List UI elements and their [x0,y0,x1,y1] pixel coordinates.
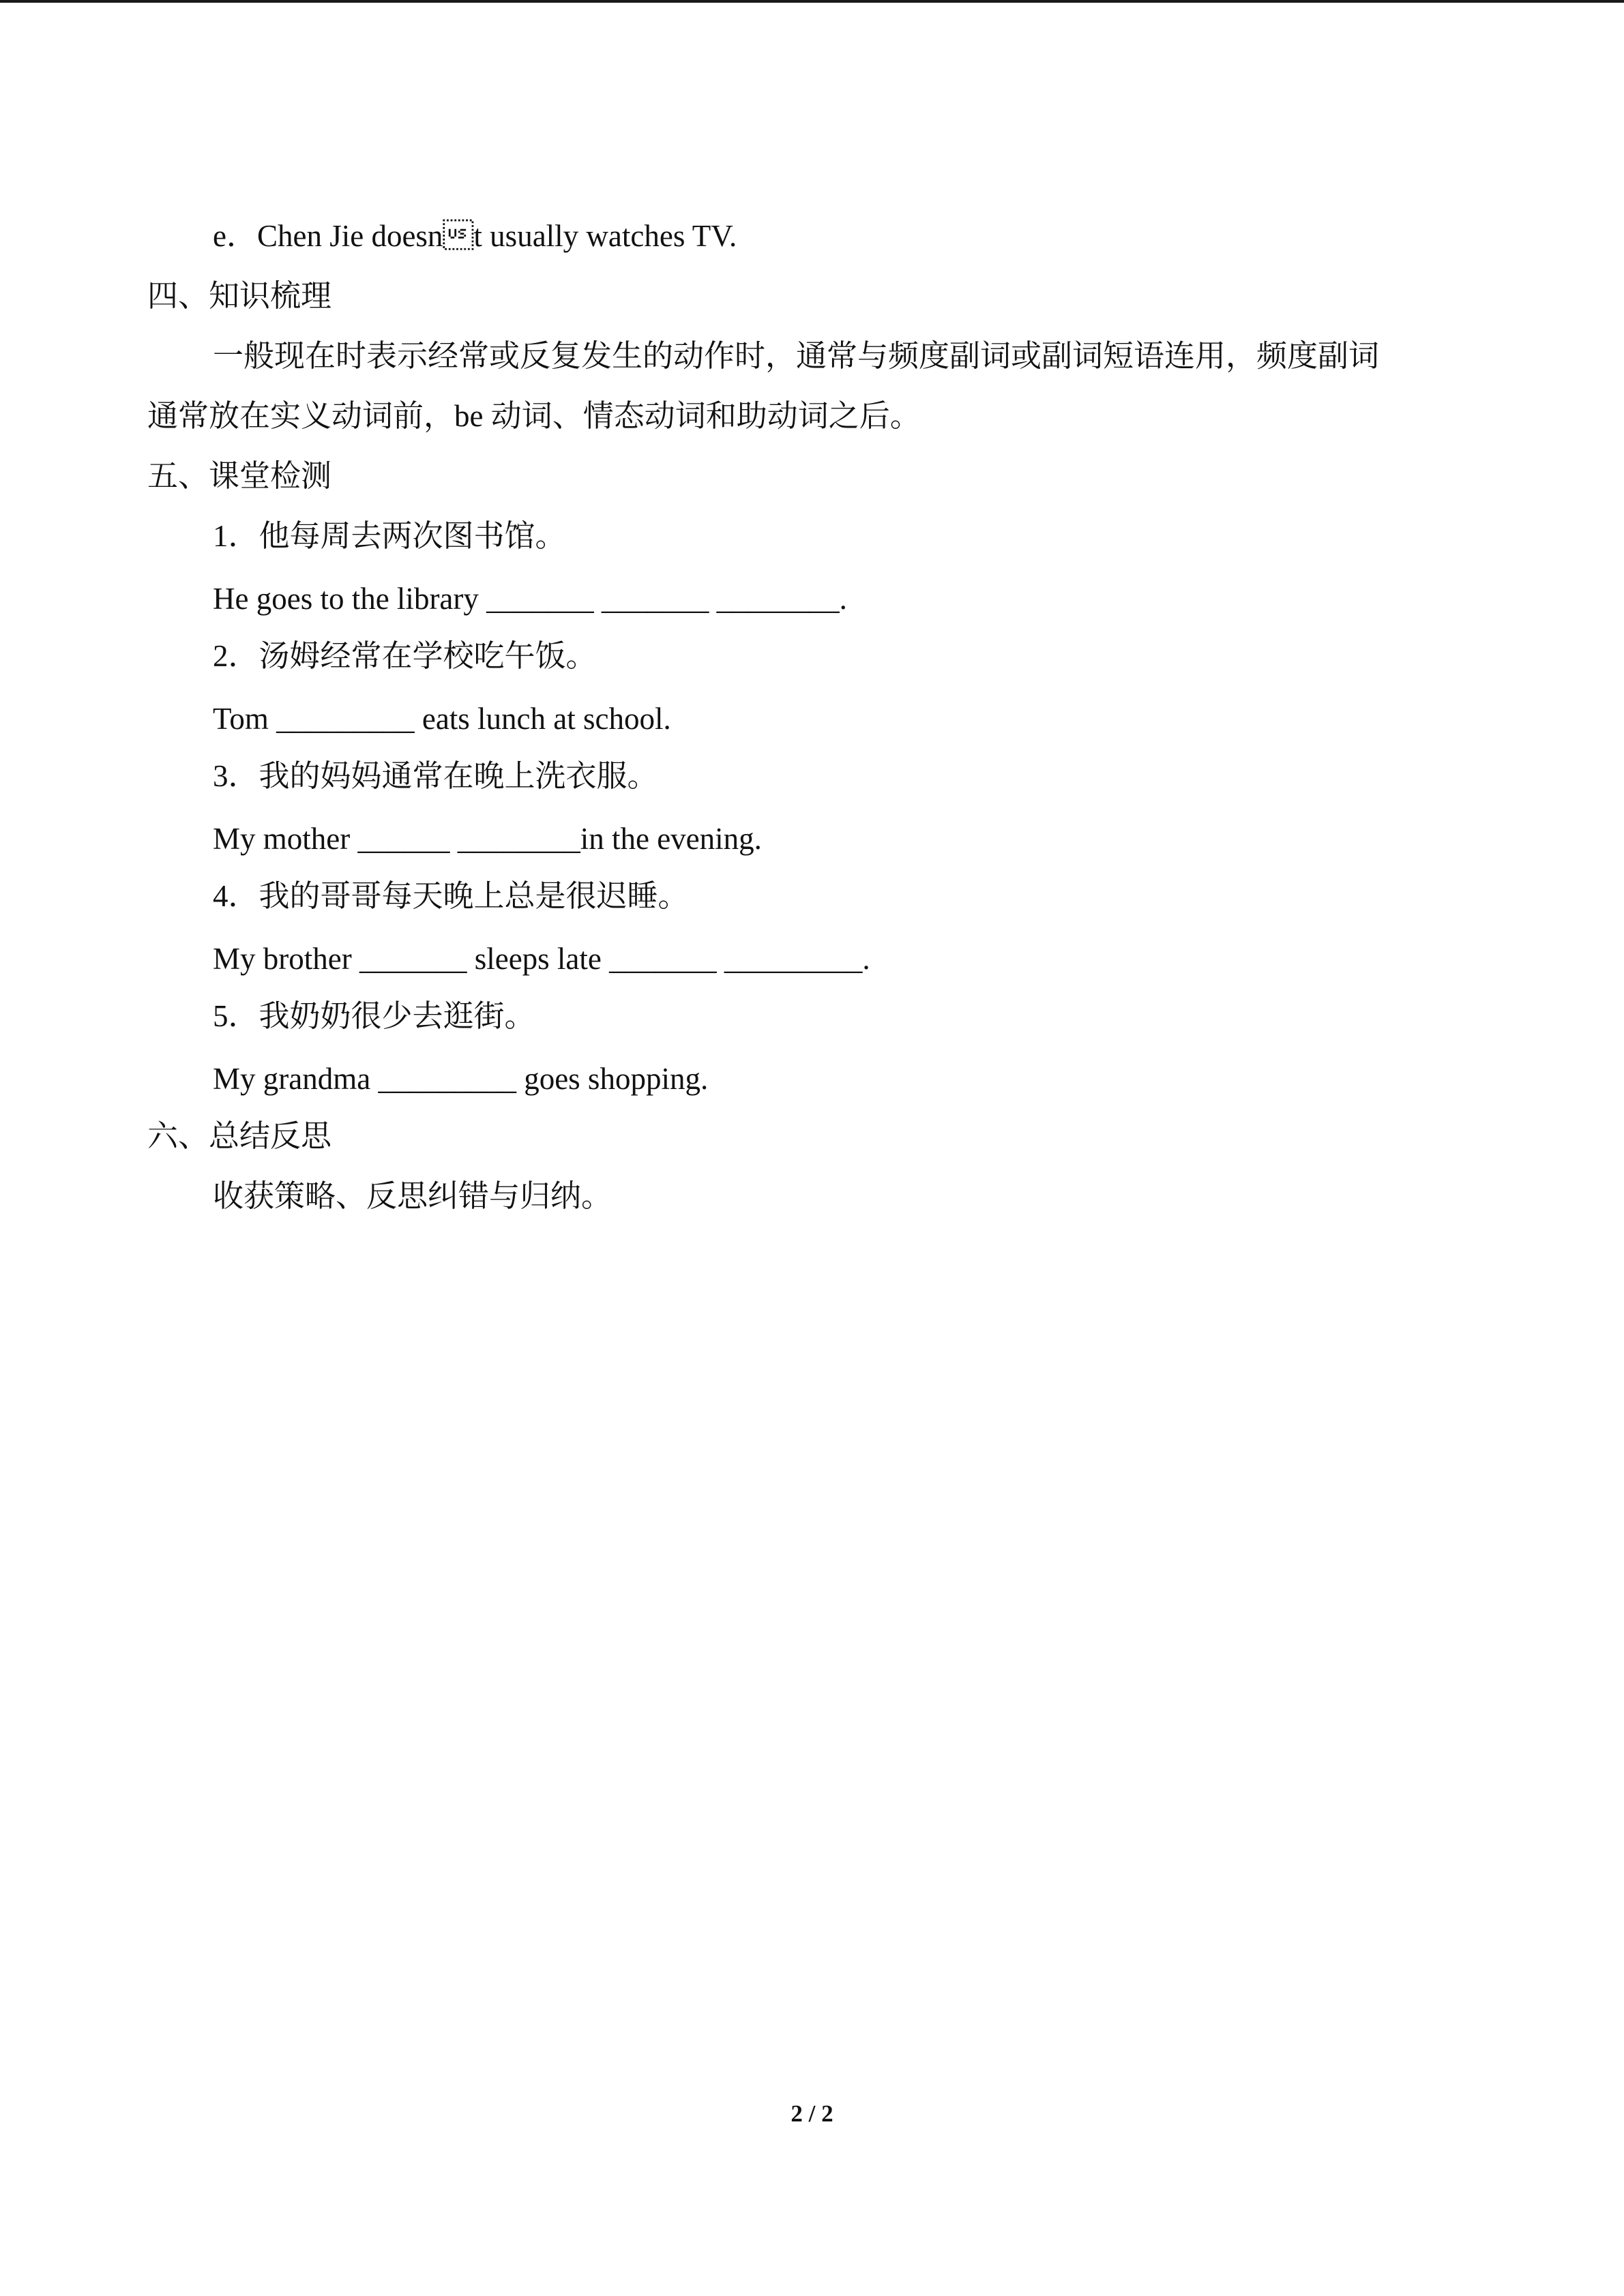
question-4-english: My brother _______ sleeps late _______ _________. [213,942,870,976]
top-border-rule [0,0,1624,3]
question-2-english: Tom _________ eats lunch at school. [213,702,671,736]
knowledge-paragraph-line-1: 一般现在时表示经常或反复发生的动作时，通常与频度副词或副词短语连用，频度副词 [213,339,1380,373]
section-heading-knowledge-review: 四、知识梳理 [147,279,332,313]
question-3-english: My mother ______ ________in the evening. [213,822,762,856]
exercise-item-e: e．Chen Jie doesn t usually watches TV. [213,219,737,253]
summary-paragraph: 收获策略、反思纠错与归纳。 [213,1179,612,1213]
question-4-chinese: 4．我的哥哥每天晚上总是很迟睡。 [213,879,689,913]
question-3-chinese: 3．我的妈妈通常在晚上洗衣服。 [213,759,658,793]
section-heading-summary: 六、总结反思 [147,1119,332,1153]
knowledge-paragraph-line-2: 通常放在实义动词前，be 动词、情态动词和助动词之后。 [147,399,921,433]
question-2-chinese: 2．汤姆经常在学校吃午饭。 [213,639,597,673]
page-number: 2 / 2 [791,2100,833,2127]
section-heading-class-check: 五、课堂检测 [147,459,332,493]
question-5-chinese: 5．我奶奶很少去逛街。 [213,999,535,1033]
question-5-english: My grandma _________ goes shopping. [213,1062,709,1096]
question-1-chinese: 1．他每周去两次图书馆。 [213,519,566,553]
question-1-english: He goes to the library _______ _______ ________. [213,582,847,616]
